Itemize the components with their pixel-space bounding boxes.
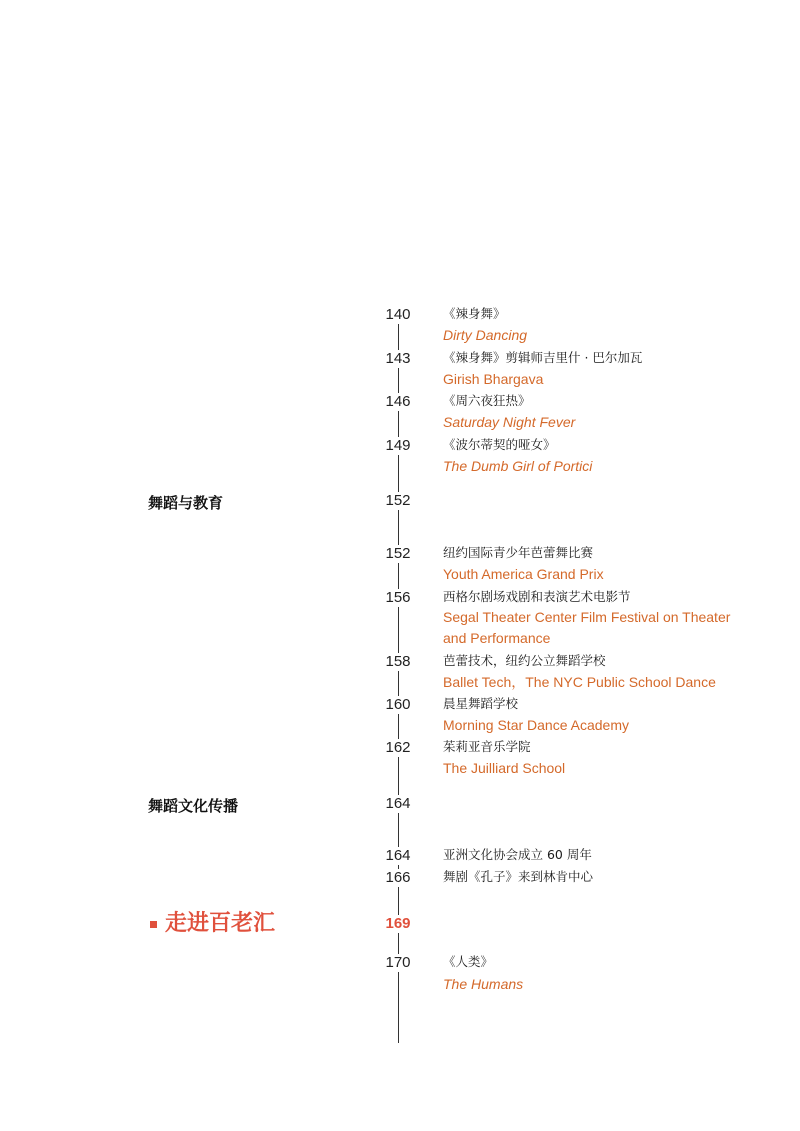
entry-title-zh[interactable]: 晨星舞蹈学校: [443, 696, 519, 711]
entry-title-en[interactable]: The Juilliard School: [443, 760, 566, 776]
feature-title: 走进百老汇: [165, 911, 276, 936]
entry-title-en[interactable]: Youth America Grand Prix: [443, 566, 604, 582]
page-number[interactable]: 146: [376, 393, 420, 411]
entry-title-zh[interactable]: 亚洲文化协会成立 60 周年: [443, 847, 592, 862]
entry-title-zh[interactable]: 芭蕾技术，纽约公立舞蹈学校: [443, 653, 606, 668]
page-number[interactable]: 143: [376, 350, 420, 368]
entry-title-zh[interactable]: 《辣身舞》剪辑师吉里什 · 巴尔加瓦: [443, 350, 643, 365]
entry-title-zh[interactable]: 纽约国际青少年芭蕾舞比赛: [443, 545, 594, 560]
page-number[interactable]: 160: [376, 696, 420, 714]
entry-title-zh[interactable]: 《波尔蒂契的哑女》: [443, 437, 556, 452]
page-number[interactable]: 140: [376, 306, 420, 324]
page-number[interactable]: 164: [376, 795, 420, 813]
page-number[interactable]: 164: [376, 847, 420, 865]
page-number[interactable]: 170: [376, 954, 420, 972]
entry-title-en[interactable]: Saturday Night Fever: [443, 414, 576, 430]
entry-title-en[interactable]: Ballet Tech，The NYC Public School Dance: [443, 674, 716, 690]
page-number[interactable]: 166: [376, 869, 420, 887]
section-dance-education[interactable]: 舞蹈与教育: [148, 494, 224, 512]
page-number[interactable]: 158: [376, 653, 420, 671]
entry-title-zh[interactable]: 舞剧《孔子》来到林肯中心: [443, 869, 594, 884]
entry-title-zh[interactable]: 茱莉亚音乐学院: [443, 739, 531, 754]
entry-title-en[interactable]: The Humans: [443, 976, 524, 992]
section-dance-culture[interactable]: 舞蹈文化传播: [148, 797, 239, 815]
page-number[interactable]: 156: [376, 589, 420, 607]
entry-title-en[interactable]: Dirty Dancing: [443, 327, 528, 343]
entry-title-zh[interactable]: 《辣身舞》: [443, 306, 506, 321]
page-number[interactable]: 149: [376, 437, 420, 455]
entry-title-en[interactable]: Girish Bhargava: [443, 371, 544, 387]
section-feature-broadway[interactable]: [150, 910, 275, 938]
entry-title-zh[interactable]: 西格尔剧场戏剧和表演艺术电影节: [443, 589, 631, 604]
page-number[interactable]: 152: [376, 545, 420, 563]
bullet-square-icon: [150, 921, 157, 928]
entry-title-zh[interactable]: 《周六夜狂热》: [443, 393, 531, 408]
entry-title-en[interactable]: Segal Theater Center Film Festival on Theater and Performance: [443, 609, 731, 646]
entry-title-en[interactable]: Morning Star Dance Academy: [443, 717, 629, 733]
page-number[interactable]: 152: [376, 492, 420, 510]
entry-title-en[interactable]: The Dumb Girl of Portici: [443, 458, 593, 474]
entry-title-zh[interactable]: 《人类》: [443, 954, 494, 969]
page-number-highlight[interactable]: 169: [376, 915, 420, 933]
page-number[interactable]: 162: [376, 739, 420, 757]
